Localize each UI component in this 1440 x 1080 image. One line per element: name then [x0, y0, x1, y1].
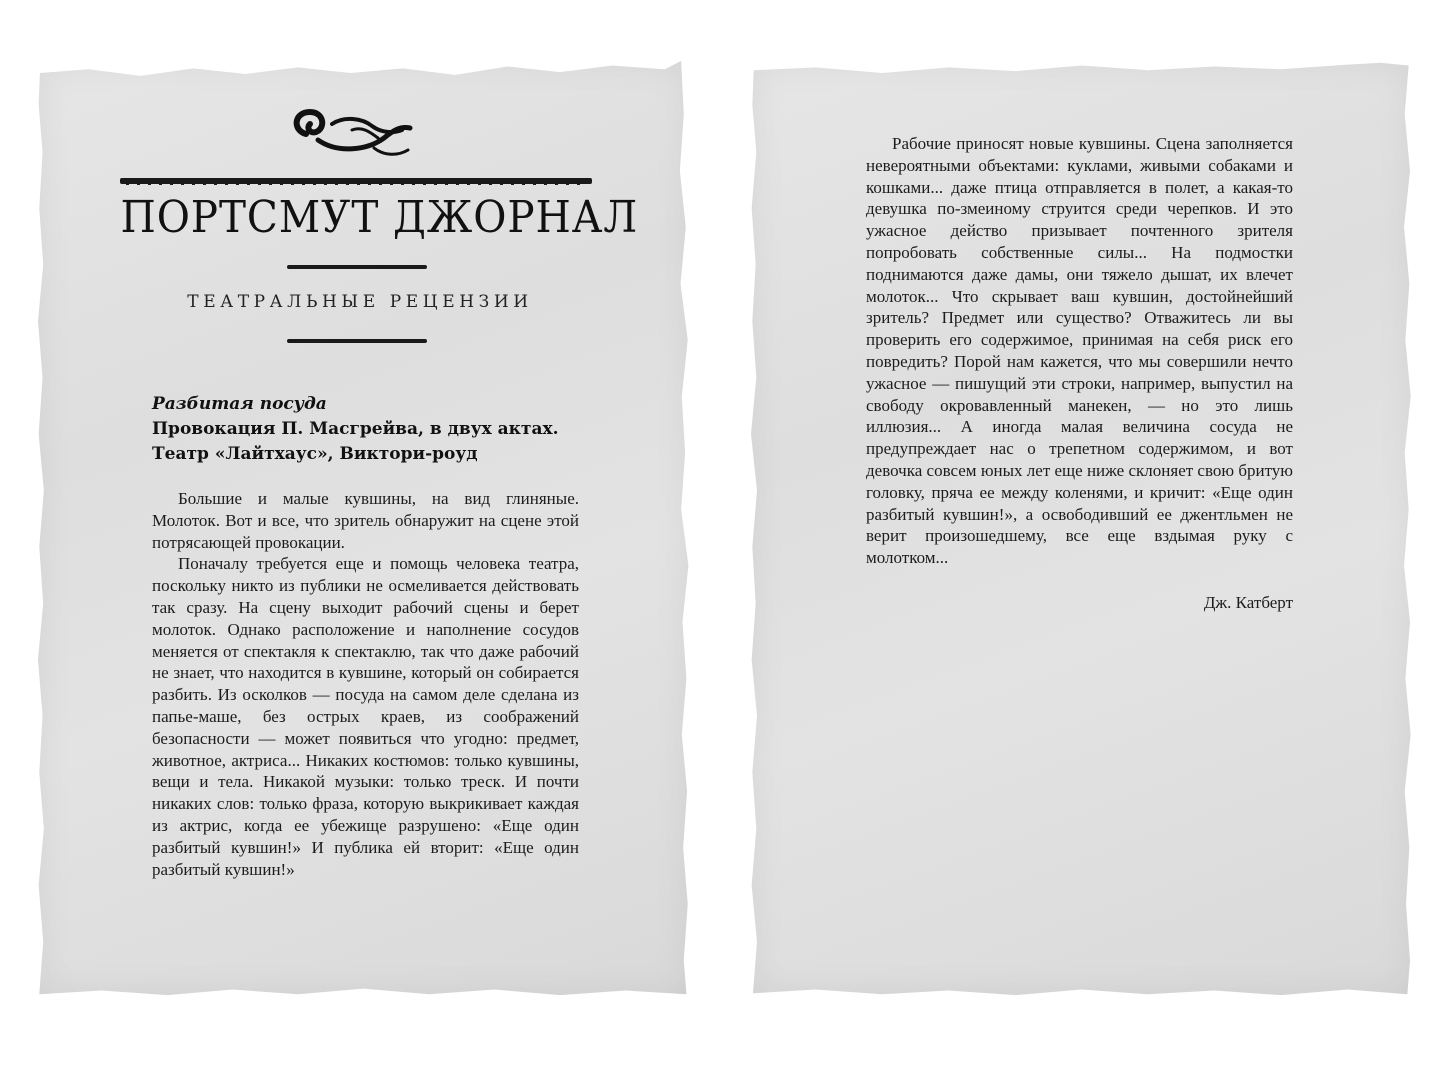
scroll-flourish-icon: [288, 104, 418, 162]
article-paragraph: Поначалу требуется еще и помощь человека театра, поскольку никто из публики не осмеливается действовать так сразу. На сцену выходит рабочий сцены и берет молоток. Однако расположение и наполнение сосудов меняется от спектакля к спектаклю, так что даже рабочий не знает, что находится в кувшине, который он собирается разбить. Из осколков — посуда на самом деле сделана из папье-маше, без острых краев, из соображений безопасности — может появиться что угодно: предмет, животное, актриса... Никаких костюмов: только кувшины, вещи и тела. Никакой музыки: только треск. И почти никаких слов: только фраза, которую выкрикивает каждая из актрис, когда ее убежище разрушено: «Еще один разбитый кувшин!» И публика ей вторит: «Еще один разбитый кувшин!»: [152, 554, 579, 879]
masthead-subtitle: ТЕАТРАЛЬНЫЕ РЕЦЕНЗИИ: [187, 292, 533, 312]
review-header: [152, 392, 622, 467]
review-title: Разбитая посуда: [152, 394, 327, 414]
review-venue-line: Театр «Лайтхаус», Виктори-роуд: [152, 444, 478, 464]
article-paragraph: Большие и малые кувшины, на вид глиняные. Молоток. Вот и все, что зритель обнаружит на сцене этой потрясающей провокации.: [152, 489, 579, 552]
masthead-rule-lower: [287, 339, 427, 343]
right-article-body: [866, 133, 1293, 569]
masthead-top-rule: [120, 178, 592, 184]
author-signature: Дж. Катберт: [1203, 593, 1293, 612]
review-credit-line: Провокация П. Масгрейва, в двух актах.: [152, 419, 559, 439]
left-article-body: [152, 488, 579, 880]
masthead-rule-upper: [287, 265, 427, 269]
article-paragraph: Рабочие приносят новые кувшины. Сцена заполняется невероятными объектами: куклами, живыми собаками и кошками... даже птица отправляется в полет, а какая-то девушка по-змеиному струится среди черепков. И это ужасное действо призывает почтенного зрителя попробовать собственные силы... На подмостки поднимаются даже дамы, они тяжело дышат, их влечет молоток... Что скрывает ваш кувшин, достойнейший зритель? Предмет или существо? Отважитесь ли вы проверить его содержимое, принимая на себя риск его повредить? Порой нам кажется, что мы совершили нечто ужасное — пишущий эти строки, например, выпустил на свободу окровавленный манекен, — но это лишь иллюзия... А иногда малая величина сосуда не предупреждает нас о трепетном содержимом, и вот девочка совсем юных лет еще ниже склоняет свою бритую головку, пряча ее между коленями, и кричит: «Еще один разбитый кувшин!», а освободивший ее джентльмен не верит произошедшему, все еще вздымая руку с молотком...: [866, 134, 1293, 568]
masthead-title: ПОРТСМУТ ДЖОРНАЛ: [120, 192, 639, 243]
